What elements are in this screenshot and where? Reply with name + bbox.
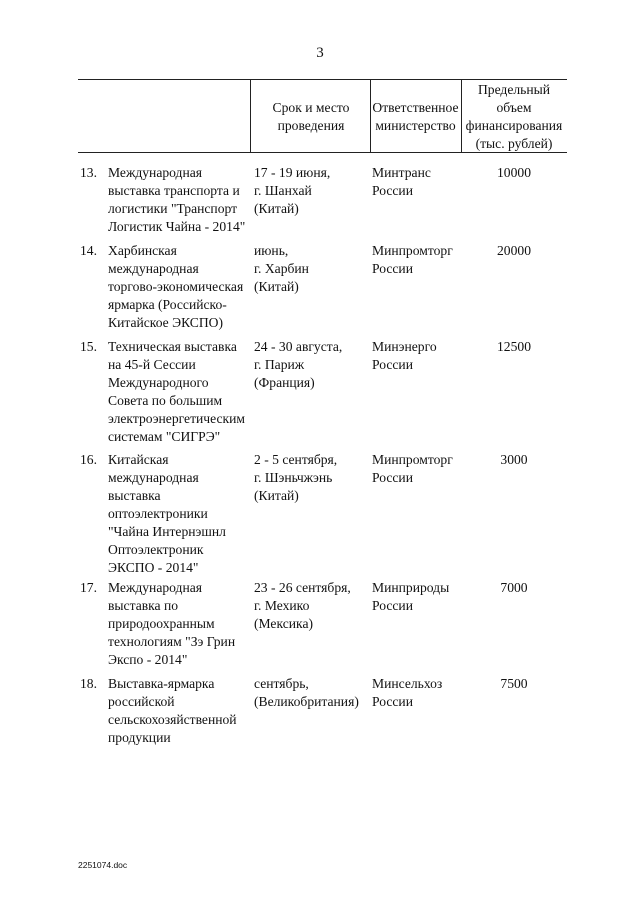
funding-amount: 7500: [500, 676, 528, 691]
row-number: 16.: [80, 452, 97, 467]
event-date-place: 23 - 26 сентября, г. Мехико (Мексика): [254, 580, 351, 631]
event-date-place: 2 - 5 сентября, г. Шэньчжэнь (Китай): [254, 452, 338, 503]
row-number: 15.: [80, 339, 97, 354]
funding-amount: 10000: [497, 165, 531, 180]
event-name: Выставка-ярмарка российской сельскохозяйственной продукции: [108, 676, 237, 745]
header-funding: Предельный объем финансирования (тыс. рублей): [465, 82, 563, 151]
event-date-place: июнь, г. Харбин (Китай): [254, 243, 309, 294]
funding-amount: 20000: [497, 243, 531, 258]
file-name-footer: 2251074.doc: [78, 860, 128, 870]
row-number: 14.: [80, 243, 97, 258]
responsible-ministry: Минприроды России: [372, 580, 450, 613]
event-date-place: 24 - 30 августа, г. Париж (Франция): [254, 339, 343, 390]
funding-amount: 7000: [500, 580, 528, 595]
event-name: Международная выставка транспорта и логистики "Транспорт Логистик Чайна - 2014": [108, 165, 246, 234]
responsible-ministry: Минсельхоз России: [372, 676, 443, 709]
event-date-place: 17 - 19 июня, г. Шанхай (Китай): [254, 165, 331, 216]
responsible-ministry: Минтранс России: [372, 165, 431, 198]
responsible-ministry: Минэнерго России: [372, 339, 437, 372]
funding-amount: 12500: [497, 339, 531, 354]
header-date-place: Срок и место проведения: [272, 100, 350, 133]
table-top-rule: [78, 79, 567, 80]
row-number: 17.: [80, 580, 97, 595]
header-bottom-rule: [78, 152, 567, 153]
event-name: Китайская международная выставка оптоэлектроники "Чайна Интернэшнл Оптоэлектроник ЭКСПО - 2014": [108, 452, 226, 575]
event-name: Международная выставка по природоохранным технологиям "Зэ Грин Экспо - 2014": [108, 580, 236, 667]
event-name: Харбинская международная торгово-экономическая ярмарка (Российско- Китайское ЭКСПО): [108, 243, 244, 330]
row-number: 18.: [80, 676, 97, 691]
event-date-place: сентябрь, (Великобритания): [254, 676, 359, 709]
row-number: 13.: [80, 165, 97, 180]
event-name: Техническая выставка на 45-й Сессии Международного Совета по большим электроэнергетическим системам "СИГРЭ": [108, 339, 246, 444]
responsible-ministry: Минпромторг России: [372, 243, 453, 276]
header-ministry: Ответственное министерство: [372, 100, 459, 133]
responsible-ministry: Минпромторг России: [372, 452, 453, 485]
header-divider: [250, 79, 251, 152]
page-number: 3: [316, 45, 324, 61]
funding-amount: 3000: [500, 452, 528, 467]
